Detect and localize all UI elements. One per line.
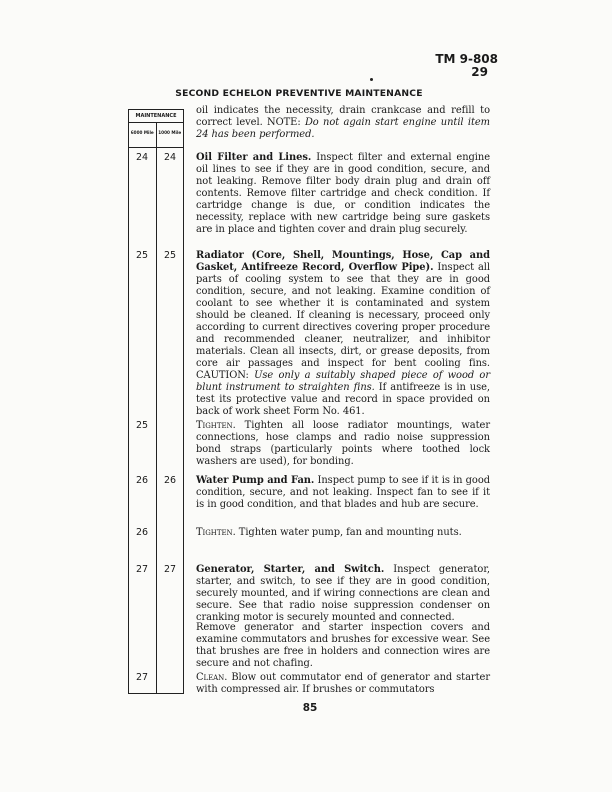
row-action: Tighten. (196, 527, 236, 538)
row-text: Blow out commutator end of generator and starter with compressed air. If brushes or commutators (196, 672, 490, 695)
table-border-right (183, 148, 184, 693)
item-6000: 26 (135, 475, 149, 486)
row-action: Clean. (196, 672, 228, 683)
col-6000-mile: 6000 Mile (130, 130, 154, 135)
maintenance-title: MAINTENANCE (129, 110, 183, 123)
table-border-mid (156, 148, 157, 693)
speck (370, 78, 373, 81)
maintenance-header (128, 109, 184, 148)
item-6000: 27 (135, 672, 149, 683)
row-action: Tighten. (196, 420, 236, 431)
item-1000: 24 (163, 152, 177, 163)
tm-number: TM 9-808 (435, 52, 498, 66)
item-1000: 27 (163, 564, 177, 575)
row-text: Inspect pump to see if it is in good condition, secure, and not leaking. Inspect fan to see if it is in good condition, and that blades and hub are secure. (196, 475, 490, 510)
row-text: Tighten all loose radiator mountings, water connections, hose clamps and radio noise suppression bond straps (particularly points where toothed lock washers are used), for bonding. (196, 420, 490, 467)
row-tail: If antifreeze is in use, test its protective value and record in space provided on back of work sheet Form No. 461. (196, 382, 491, 417)
item-6000: 25 (135, 250, 149, 261)
page-number: 85 (302, 702, 318, 714)
col-1000-mile: 1000 Mile (156, 123, 184, 148)
item-1000: 26 (163, 475, 177, 486)
page-footer (0, 702, 612, 714)
row-text: Inspect filter and external engine oil lines to see if they are in good condition, secure, and not leaking. Remove filter body drain plug and drain off contents. Remove filter cartridge and check condition. If cartridge change is due, or condition indicates the necessity, replace with new cartridge being sure gaskets are in place and tighten cover and drain plug securely. (196, 152, 490, 235)
item-6000: 24 (135, 152, 149, 163)
row-title: Oil Filter and Lines. (196, 152, 312, 163)
row-title: Radiator (Core, Shell, Mountings, Hose, Cap and Gasket, Antifreeze Record, Overflow Pipe). (196, 250, 490, 273)
item-1000: 25 (163, 250, 177, 261)
tm-page-ref: 29 (471, 65, 488, 79)
page-heading: SECOND ECHELON PREVENTIVE MAINTENANCE (175, 88, 423, 99)
table-border-bottom (128, 693, 184, 694)
row-title: Generator, Starter, and Switch. (196, 564, 385, 575)
row-text: Inspect generator, starter, and switch, to see if they are in good condition, securely mounted, and if wiring connections are clean and secure. See that radio noise suppression condenser on cranking motor is securely mounted and connected. (196, 564, 490, 623)
row-text: Tighten water pump, fan and mounting nuts. (235, 527, 462, 538)
row-italic: Use only a suitably shaped piece of wood or blunt instrument to straighten fins. (196, 370, 490, 393)
row-text: Remove generator and starter inspection covers and examine commutators and brushes for excessive wear. See that brushes are free in holders and connection wires are secure and not chafing. (196, 622, 490, 669)
row-italic: Do not again start engine until item 24 has been performed. (196, 117, 490, 140)
row-title: Water Pump and Fan. (196, 475, 315, 486)
row-text: Inspect all parts of cooling system to see that they are in good condition, secure, and not leaking. Examine condition of coolant to see whether it is contaminated and system should be cleaned. If cleaning is necessary, proceed only according to current directives covering proper procedure and recommended cleaner, neutralizer, and inhibitor materials. Clean all insects, dirt, or grease deposits, from core air passages and inspect for bent cooling fins. CAUTION: (196, 262, 490, 381)
item-6000: 27 (135, 564, 149, 575)
row-text: oil indicates the necessity, drain crankcase and refill to correct level. NOTE: (196, 105, 490, 128)
tm-header (435, 53, 498, 79)
item-6000: 26 (135, 527, 149, 538)
item-6000: 25 (135, 420, 149, 431)
